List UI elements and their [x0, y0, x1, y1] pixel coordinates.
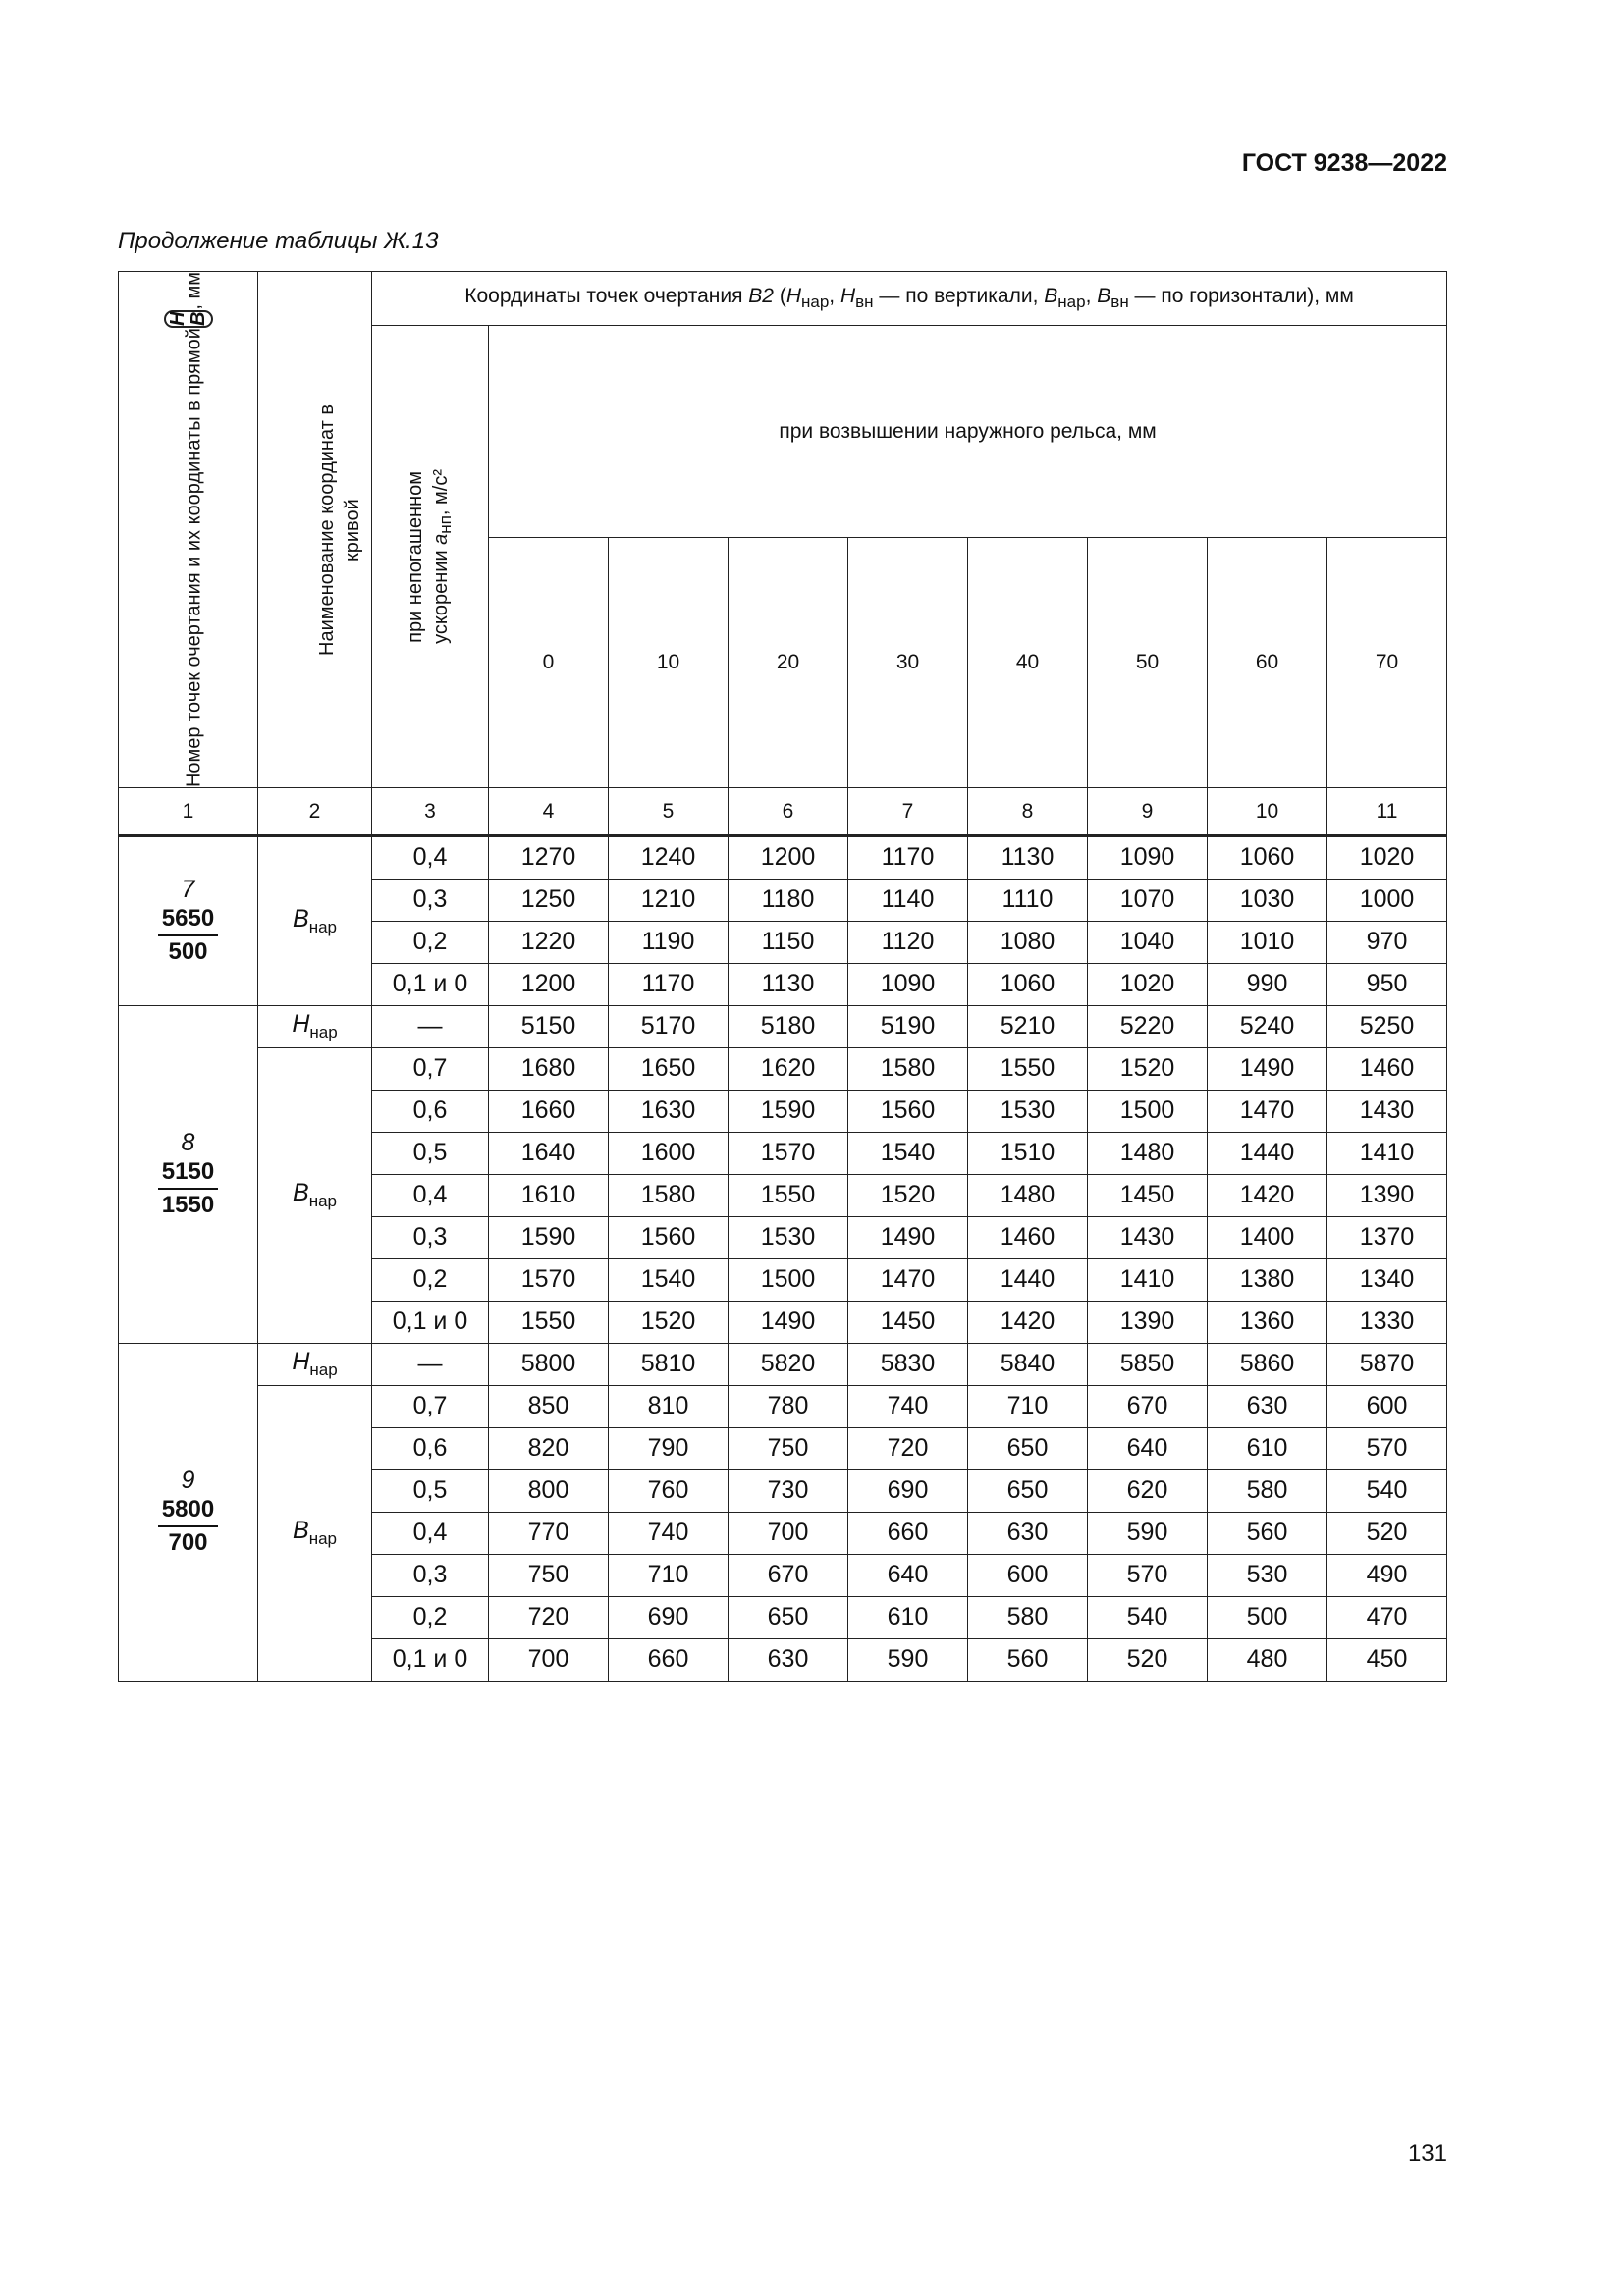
coordinate-name: $B_{нар}$: [258, 1048, 372, 1344]
table-caption: Продолжение таблицы Ж.13: [118, 228, 439, 254]
table-cell: 950: [1327, 964, 1447, 1006]
table-cell: 600: [968, 1555, 1088, 1597]
table-cell: 560: [1208, 1513, 1327, 1555]
acceleration-value: 0,1 и 0: [372, 1302, 489, 1344]
table-cell: 760: [609, 1470, 729, 1513]
table-cell: 630: [1208, 1386, 1327, 1428]
table-row: [119, 1048, 1447, 1091]
table-cell: 670: [1088, 1386, 1208, 1428]
point-number-cell: [119, 1006, 258, 1344]
acceleration-value: 0,2: [372, 1259, 489, 1302]
column-number: 2: [258, 788, 372, 836]
table-cell: 1190: [609, 922, 729, 964]
point-number: 8: [181, 1129, 195, 1157]
acceleration-value: 0,6: [372, 1091, 489, 1133]
table-cell: 1170: [848, 836, 968, 880]
table-cell: 1390: [1327, 1175, 1447, 1217]
table-cell: 1530: [968, 1091, 1088, 1133]
table-cell: 1060: [1208, 836, 1327, 880]
table-cell: 1250: [489, 880, 609, 922]
table-cell: 990: [1208, 964, 1327, 1006]
table-cell: 1600: [609, 1133, 729, 1175]
column-number: 7: [848, 788, 968, 836]
table-cell: 1000: [1327, 880, 1447, 922]
table-cell: 1550: [729, 1175, 848, 1217]
table-cell: 1550: [489, 1302, 609, 1344]
table-cell: 1460: [1327, 1048, 1447, 1091]
table-cell: 5220: [1088, 1006, 1208, 1048]
table-cell: 710: [968, 1386, 1088, 1428]
column-number: 11: [1327, 788, 1447, 836]
elevation-header: 20: [729, 538, 848, 788]
table-cell: 1360: [1208, 1302, 1327, 1344]
table-cell: 720: [848, 1428, 968, 1470]
table-cell: 1220: [489, 922, 609, 964]
table-cell: 1540: [609, 1259, 729, 1302]
table-cell: 1640: [489, 1133, 609, 1175]
table-cell: 1490: [729, 1302, 848, 1344]
table-cell: 5150: [489, 1006, 609, 1048]
table-cell: 1510: [968, 1133, 1088, 1175]
table-cell: 1660: [489, 1091, 609, 1133]
table-cell: 1180: [729, 880, 848, 922]
column-number: 5: [609, 788, 729, 836]
acceleration-value: 0,2: [372, 1597, 489, 1639]
acceleration-value: 0,3: [372, 1217, 489, 1259]
acceleration-value: 0,7: [372, 1048, 489, 1091]
table-cell: 1390: [1088, 1302, 1208, 1344]
table-cell: 1060: [968, 964, 1088, 1006]
table-cell: 1460: [968, 1217, 1088, 1259]
table-row: [119, 1344, 1447, 1386]
table-cell: 1650: [609, 1048, 729, 1091]
table-cell: 5190: [848, 1006, 968, 1048]
table-cell: 820: [489, 1428, 609, 1470]
table-cell: 750: [729, 1428, 848, 1470]
table-cell: 1140: [848, 880, 968, 922]
table-cell: 530: [1208, 1555, 1327, 1597]
acceleration-value: —: [372, 1006, 489, 1048]
acceleration-value: 0,6: [372, 1428, 489, 1470]
table-cell: 1560: [609, 1217, 729, 1259]
table-cell: 1530: [729, 1217, 848, 1259]
table-cell: 1090: [1088, 836, 1208, 880]
table-cell: 1550: [968, 1048, 1088, 1091]
column-number: 4: [489, 788, 609, 836]
table-cell: 690: [848, 1470, 968, 1513]
table-cell: 570: [1327, 1428, 1447, 1470]
elevation-header: 30: [848, 538, 968, 788]
table-cell: 710: [609, 1555, 729, 1597]
table-cell: 5170: [609, 1006, 729, 1048]
point-number: 7: [181, 876, 195, 904]
table-cell: 1440: [968, 1259, 1088, 1302]
table-cell: 1090: [848, 964, 968, 1006]
sub-header: при возвышении наружного рельса, мм: [489, 326, 1447, 538]
table-cell: 580: [968, 1597, 1088, 1639]
table-cell: 1520: [1088, 1048, 1208, 1091]
document-code: ГОСТ 9238—2022: [1241, 149, 1447, 177]
table-cell: 5850: [1088, 1344, 1208, 1386]
point-coordinates: $\frac{5650}{500}$: [158, 906, 218, 966]
table-cell: 1120: [848, 922, 968, 964]
acceleration-value: 0,1 и 0: [372, 1639, 489, 1682]
table-cell: 1470: [848, 1259, 968, 1302]
table-cell: 670: [729, 1555, 848, 1597]
table-cell: 1560: [848, 1091, 968, 1133]
table-cell: 1470: [1208, 1091, 1327, 1133]
table-row: [119, 836, 1447, 880]
table-cell: 1370: [1327, 1217, 1447, 1259]
table-cell: 1420: [968, 1302, 1088, 1344]
table-cell: 1130: [729, 964, 848, 1006]
table-cell: 1570: [729, 1133, 848, 1175]
table-cell: 1170: [609, 964, 729, 1006]
table-cell: 560: [968, 1639, 1088, 1682]
elevation-header: 70: [1327, 538, 1447, 788]
table-cell: 1380: [1208, 1259, 1327, 1302]
table-cell: 1520: [848, 1175, 968, 1217]
table-cell: 1270: [489, 836, 609, 880]
elevation-header: 10: [609, 538, 729, 788]
table-cell: 730: [729, 1470, 848, 1513]
table-cell: 1210: [609, 880, 729, 922]
col2-header: Наименование координат в кривой: [258, 272, 372, 788]
table-cell: 5830: [848, 1344, 968, 1386]
table-cell: 5840: [968, 1344, 1088, 1386]
table-cell: 1490: [848, 1217, 968, 1259]
acceleration-value: —: [372, 1344, 489, 1386]
table-cell: 580: [1208, 1470, 1327, 1513]
table-cell: 5800: [489, 1344, 609, 1386]
table-cell: 640: [848, 1555, 968, 1597]
table-cell: 650: [968, 1470, 1088, 1513]
h-over-b-symbol: H B: [164, 310, 213, 328]
elevation-header: 40: [968, 538, 1088, 788]
acceleration-value: 0,4: [372, 836, 489, 880]
table-cell: 740: [609, 1513, 729, 1555]
table-cell: 1490: [1208, 1048, 1327, 1091]
table-cell: 600: [1327, 1386, 1447, 1428]
table-cell: 490: [1327, 1555, 1447, 1597]
table-cell: 1150: [729, 922, 848, 964]
table-cell: 1620: [729, 1048, 848, 1091]
table-cell: 630: [968, 1513, 1088, 1555]
table-cell: 770: [489, 1513, 609, 1555]
table-cell: 750: [489, 1555, 609, 1597]
table-cell: 1330: [1327, 1302, 1447, 1344]
table-cell: 1590: [489, 1217, 609, 1259]
table-cell: 1110: [968, 880, 1088, 922]
table-cell: 5210: [968, 1006, 1088, 1048]
table-cell: 1200: [729, 836, 848, 880]
table-row: [119, 1386, 1447, 1428]
point-coordinates: $\frac{5150}{1550}$: [158, 1159, 218, 1219]
table-cell: 1630: [609, 1091, 729, 1133]
column-number: 8: [968, 788, 1088, 836]
table-cell: 690: [609, 1597, 729, 1639]
table-cell: 1040: [1088, 922, 1208, 964]
table-cell: 5250: [1327, 1006, 1447, 1048]
table-cell: 480: [1208, 1639, 1327, 1682]
acceleration-value: 0,2: [372, 922, 489, 964]
point-number-cell: [119, 836, 258, 1006]
table-cell: 1580: [609, 1175, 729, 1217]
acceleration-value: 0,1 и 0: [372, 964, 489, 1006]
top-header: Координаты точек очертания В2 ($H_{нар}$, $H_{вн}$ — по вертикали, $B_{нар}$, $B_{вн}$ — по горизонтали), мм: [372, 272, 1447, 326]
table-cell: 850: [489, 1386, 609, 1428]
elevation-header: 60: [1208, 538, 1327, 788]
acceleration-value: 0,5: [372, 1470, 489, 1513]
table-cell: 1340: [1327, 1259, 1447, 1302]
table-cell: 650: [968, 1428, 1088, 1470]
col1-header: [119, 272, 258, 788]
table-cell: 590: [848, 1639, 968, 1682]
table-cell: 1430: [1088, 1217, 1208, 1259]
table-cell: 790: [609, 1428, 729, 1470]
acceleration-value: 0,5: [372, 1133, 489, 1175]
table-cell: 1400: [1208, 1217, 1327, 1259]
table-cell: 1070: [1088, 880, 1208, 922]
table-cell: 1480: [1088, 1133, 1208, 1175]
table-cell: 630: [729, 1639, 848, 1682]
table-cell: 1020: [1088, 964, 1208, 1006]
table-cell: 5860: [1208, 1344, 1327, 1386]
table-cell: 5820: [729, 1344, 848, 1386]
coordinates-table: [118, 271, 1447, 1682]
table-cell: 1410: [1088, 1259, 1208, 1302]
table-cell: 450: [1327, 1639, 1447, 1682]
column-number: 3: [372, 788, 489, 836]
table-cell: 1030: [1208, 880, 1327, 922]
table-cell: 1570: [489, 1259, 609, 1302]
table-cell: 1010: [1208, 922, 1327, 964]
acceleration-value: 0,7: [372, 1386, 489, 1428]
col3-header: при непогашенном ускорении $a_{нп}$, м/с²: [372, 326, 489, 788]
table-cell: 620: [1088, 1470, 1208, 1513]
table-cell: 1590: [729, 1091, 848, 1133]
table-cell: 470: [1327, 1597, 1447, 1639]
page-number: 131: [1407, 2140, 1447, 2166]
table-cell: 1430: [1327, 1091, 1447, 1133]
table-cell: 5810: [609, 1344, 729, 1386]
table-cell: 1450: [848, 1302, 968, 1344]
coordinate-name: $B_{нар}$: [258, 836, 372, 1006]
table-cell: 640: [1088, 1428, 1208, 1470]
table-cell: 1450: [1088, 1175, 1208, 1217]
coordinate-name: $B_{нар}$: [258, 1386, 372, 1682]
column-number: 10: [1208, 788, 1327, 836]
table-cell: 520: [1327, 1513, 1447, 1555]
col1-header-text: Номер точек очертания и их координаты в прямой: [182, 328, 204, 788]
coordinate-name: $H_{нар}$: [258, 1006, 372, 1048]
acceleration-value: 0,3: [372, 1555, 489, 1597]
table-row: [119, 1006, 1447, 1048]
table-cell: 1480: [968, 1175, 1088, 1217]
col1-unit: , мм: [182, 272, 204, 310]
table-cell: 610: [848, 1597, 968, 1639]
table-cell: 1200: [489, 964, 609, 1006]
elevation-header: 50: [1088, 538, 1208, 788]
table-cell: 720: [489, 1597, 609, 1639]
point-number-cell: [119, 1344, 258, 1682]
table-cell: 610: [1208, 1428, 1327, 1470]
table-cell: 1500: [1088, 1091, 1208, 1133]
coordinate-name: $H_{нар}$: [258, 1344, 372, 1386]
column-number: 1: [119, 788, 258, 836]
table-cell: 1130: [968, 836, 1088, 880]
table-cell: 590: [1088, 1513, 1208, 1555]
table-cell: 1580: [848, 1048, 968, 1091]
table-cell: 1080: [968, 922, 1088, 964]
table-cell: 500: [1208, 1597, 1327, 1639]
table-cell: 650: [729, 1597, 848, 1639]
table-cell: 810: [609, 1386, 729, 1428]
table-cell: 5870: [1327, 1344, 1447, 1386]
table-cell: 540: [1088, 1597, 1208, 1639]
point-coordinates: $\frac{5800}{700}$: [158, 1497, 218, 1557]
table-cell: 5180: [729, 1006, 848, 1048]
acceleration-value: 0,4: [372, 1513, 489, 1555]
acceleration-value: 0,4: [372, 1175, 489, 1217]
table-cell: 540: [1327, 1470, 1447, 1513]
column-number: 6: [729, 788, 848, 836]
table-cell: 1440: [1208, 1133, 1327, 1175]
table-cell: 1520: [609, 1302, 729, 1344]
table-cell: 800: [489, 1470, 609, 1513]
table-cell: 660: [848, 1513, 968, 1555]
elevation-header: 0: [489, 538, 609, 788]
table-cell: 1240: [609, 836, 729, 880]
table-cell: 1680: [489, 1048, 609, 1091]
table-cell: 700: [489, 1639, 609, 1682]
acceleration-value: 0,3: [372, 880, 489, 922]
table-cell: 740: [848, 1386, 968, 1428]
table-cell: 520: [1088, 1639, 1208, 1682]
point-number: 9: [181, 1467, 195, 1495]
column-number: 9: [1088, 788, 1208, 836]
table-cell: 1540: [848, 1133, 968, 1175]
table-cell: 1610: [489, 1175, 609, 1217]
table-cell: 1410: [1327, 1133, 1447, 1175]
table-cell: 700: [729, 1513, 848, 1555]
table-cell: 970: [1327, 922, 1447, 964]
table-cell: 660: [609, 1639, 729, 1682]
table-cell: 570: [1088, 1555, 1208, 1597]
table-cell: 780: [729, 1386, 848, 1428]
table-cell: 1420: [1208, 1175, 1327, 1217]
table-cell: 1500: [729, 1259, 848, 1302]
table-cell: 5240: [1208, 1006, 1327, 1048]
table-cell: 1020: [1327, 836, 1447, 880]
